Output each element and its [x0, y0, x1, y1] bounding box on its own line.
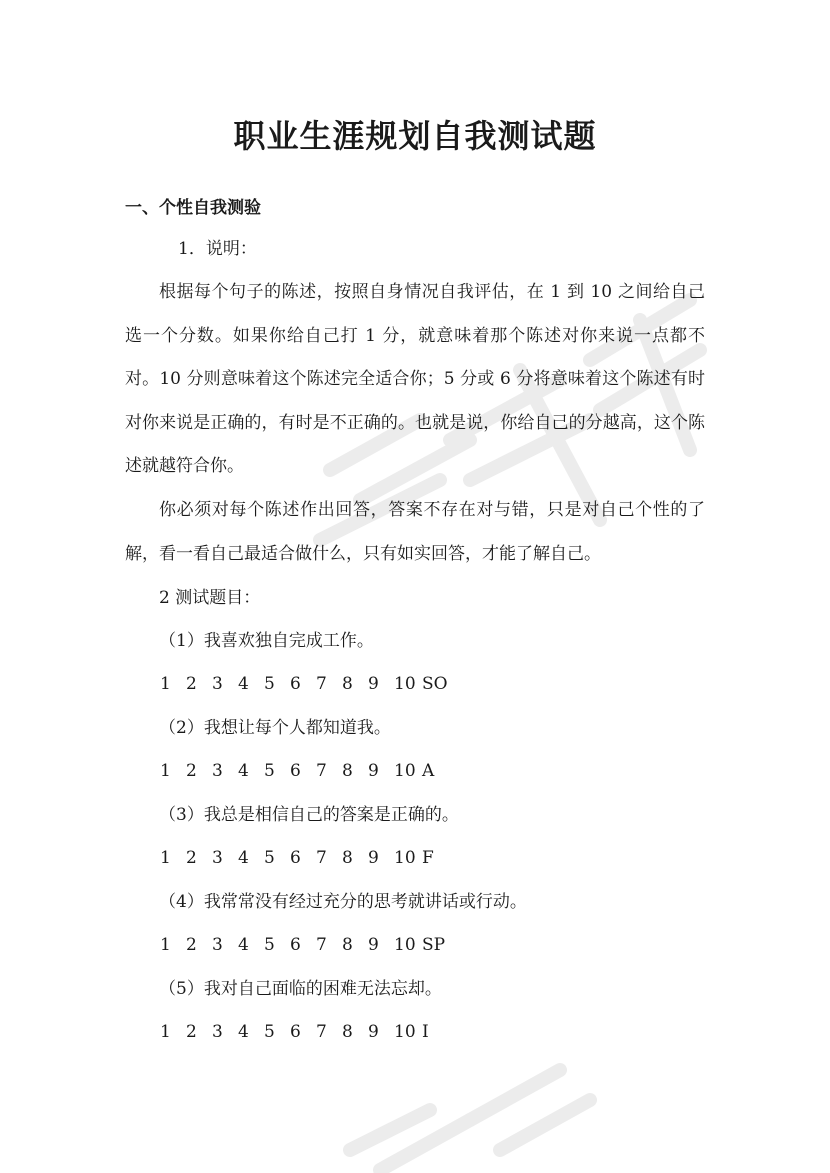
- question-3: （3）我总是相信自己的答案是正确的。: [159, 805, 459, 825]
- trait-code: I: [422, 1022, 429, 1042]
- scale-value[interactable]: 9: [368, 1022, 379, 1042]
- scale-value[interactable]: 6: [290, 935, 301, 955]
- scale-value[interactable]: 9: [368, 674, 379, 694]
- scale-value[interactable]: 8: [342, 674, 353, 694]
- scale-value[interactable]: 8: [342, 1022, 353, 1042]
- scale-value[interactable]: 3: [212, 1022, 223, 1042]
- scale-value[interactable]: 7: [316, 674, 327, 694]
- scale-value[interactable]: 2: [186, 1022, 197, 1042]
- scale-value[interactable]: 7: [316, 1022, 327, 1042]
- trait-code: F: [422, 848, 434, 868]
- rating-scale-4: [160, 932, 445, 958]
- scale-value[interactable]: 3: [212, 674, 223, 694]
- questions-label: 2 测试题目：: [159, 588, 261, 608]
- scale-value[interactable]: 2: [186, 848, 197, 868]
- question-1: （1）我喜欢独自完成工作。: [159, 631, 374, 651]
- scale-value[interactable]: 6: [290, 761, 301, 781]
- trait-code: A: [422, 761, 435, 781]
- scale-value[interactable]: 5: [264, 935, 275, 955]
- scale-value[interactable]: 2: [186, 674, 197, 694]
- scale-value[interactable]: 10: [394, 848, 416, 868]
- scale-value[interactable]: 3: [212, 761, 223, 781]
- section-heading: 一、个性自我测验: [125, 198, 261, 218]
- scale-value[interactable]: 4: [238, 761, 249, 781]
- scale-value[interactable]: 3: [212, 935, 223, 955]
- scale-value[interactable]: 1: [160, 1022, 171, 1042]
- scale-value[interactable]: 4: [238, 935, 249, 955]
- rating-scale-2: [160, 758, 434, 784]
- scale-value[interactable]: 6: [290, 674, 301, 694]
- scale-value[interactable]: 1: [160, 761, 171, 781]
- rating-scale-1: [160, 671, 448, 697]
- scale-value[interactable]: 9: [368, 935, 379, 955]
- scale-value[interactable]: 4: [238, 1022, 249, 1042]
- question-4: （4）我常常没有经过充分的思考就讲话或行动。: [159, 892, 527, 912]
- page-title: 职业生涯规划自我测试题: [233, 117, 597, 155]
- instruction-paragraph-2: 你必须对每个陈述作出回答，答案不存在对与错，只是对自己个性的了解，看一看自己最适合做什么，只有如实回答，才能了解自己。: [125, 500, 705, 564]
- scale-value[interactable]: 3: [212, 848, 223, 868]
- question-5: （5）我对自己面临的困难无法忘却。: [159, 979, 442, 999]
- scale-value[interactable]: 9: [368, 761, 379, 781]
- scale-value[interactable]: 9: [368, 848, 379, 868]
- scale-value[interactable]: 1: [160, 935, 171, 955]
- rating-scale-3: [160, 845, 434, 871]
- scale-value[interactable]: 7: [316, 848, 327, 868]
- trait-code: SO: [422, 674, 448, 694]
- scale-value[interactable]: 4: [238, 848, 249, 868]
- scale-value[interactable]: 5: [264, 848, 275, 868]
- scale-value[interactable]: 7: [316, 935, 327, 955]
- scale-value[interactable]: 8: [342, 761, 353, 781]
- scale-value[interactable]: 5: [264, 1022, 275, 1042]
- scale-value[interactable]: 8: [342, 935, 353, 955]
- scale-value[interactable]: 2: [186, 935, 197, 955]
- scale-value[interactable]: 5: [264, 761, 275, 781]
- scale-value[interactable]: 2: [186, 761, 197, 781]
- scale-value[interactable]: 4: [238, 674, 249, 694]
- scale-value[interactable]: 10: [394, 761, 416, 781]
- scale-value[interactable]: 10: [394, 1022, 416, 1042]
- scale-value[interactable]: 10: [394, 935, 416, 955]
- scale-value[interactable]: 6: [290, 1022, 301, 1042]
- rating-scale-5: [160, 1019, 429, 1045]
- question-2: （2）我想让每个人都知道我。: [159, 718, 391, 738]
- scale-value[interactable]: 8: [342, 848, 353, 868]
- scale-value[interactable]: 7: [316, 761, 327, 781]
- instruction-paragraph-1: 根据每个句子的陈述，按照自身情况自我评估，在 1 到 10 之间给自己选一个分数。如果你给自己打 1 分，就意味着那个陈述对你来说一点都不对。10 分则意味着这个陈述完全适合你；5 分或 6 分将意味着这个陈述有时对你来说是正确的，有时是不正确的。也就是说，你给自己的分越高，这个陈述就越符合你。: [125, 282, 705, 477]
- scale-value[interactable]: 10: [394, 674, 416, 694]
- scale-value[interactable]: 1: [160, 848, 171, 868]
- scale-value[interactable]: 5: [264, 674, 275, 694]
- scale-value[interactable]: 1: [160, 674, 171, 694]
- explanation-label: 1．说明：: [178, 239, 257, 259]
- scale-value[interactable]: 6: [290, 848, 301, 868]
- trait-code: SP: [422, 935, 446, 955]
